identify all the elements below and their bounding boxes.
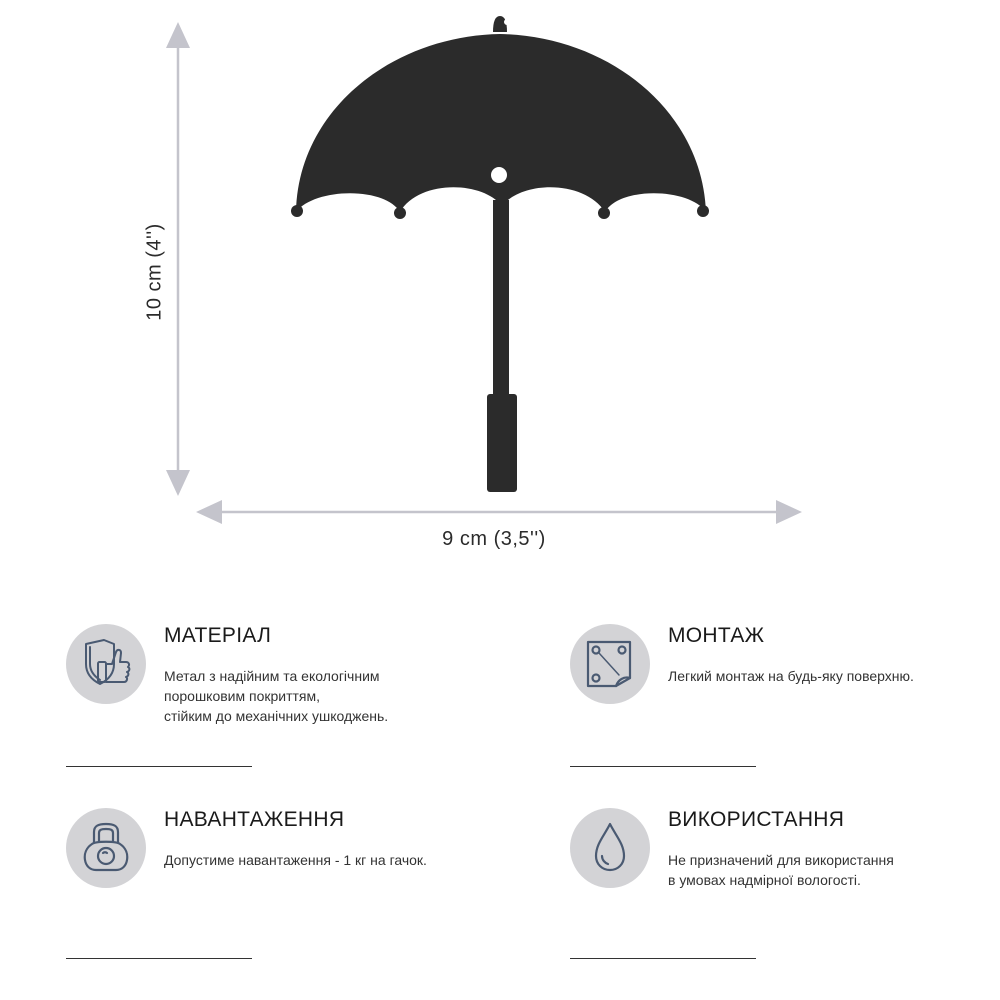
- umbrella-hook: [291, 16, 709, 492]
- mounting-plate-icon: [570, 624, 650, 704]
- feature-load-icon-circle: [66, 808, 146, 888]
- height-dimension-arrow: [166, 22, 190, 496]
- feature-mount: [570, 624, 990, 774]
- feature-use-divider: [570, 958, 756, 959]
- feature-material: [66, 624, 486, 774]
- feature-load: [66, 808, 486, 958]
- shield-thumbs-up-icon: [66, 624, 146, 704]
- width-label: 9 cm (3,5''): [442, 528, 546, 550]
- width-dimension-arrow: [196, 500, 802, 524]
- feature-use: [570, 808, 990, 958]
- feature-mount-title: МОНТАЖ: [668, 624, 765, 647]
- height-label: 10 cm (4''): [143, 223, 166, 321]
- mounting-hole: [491, 167, 507, 183]
- feature-load-description: Допустиме навантаження - 1 кг на гачок.: [164, 852, 427, 868]
- water-drop-icon: [570, 808, 650, 888]
- feature-mount-description: Легкий монтаж на будь-яку поверхню.: [668, 668, 914, 684]
- feature-material-icon-circle: [66, 624, 146, 704]
- feature-use-description: Не призначений для використання в умовах надмірної вологості.: [668, 852, 894, 888]
- feature-mount-divider: [570, 766, 756, 767]
- feature-use-title: ВИКОРИСТАННЯ: [668, 808, 845, 831]
- feature-material-divider: [66, 766, 252, 767]
- kettlebell-icon: [66, 808, 146, 888]
- feature-material-title: МАТЕРІАЛ: [164, 624, 272, 647]
- feature-use-icon-circle: [570, 808, 650, 888]
- feature-mount-icon-circle: [570, 624, 650, 704]
- feature-material-description: Метал з надійним та екологічним порошковим покриттям, стійким до механічних ушкоджень.: [164, 668, 389, 724]
- feature-load-title: НАВАНТАЖЕННЯ: [164, 808, 345, 831]
- feature-load-divider: [66, 958, 252, 959]
